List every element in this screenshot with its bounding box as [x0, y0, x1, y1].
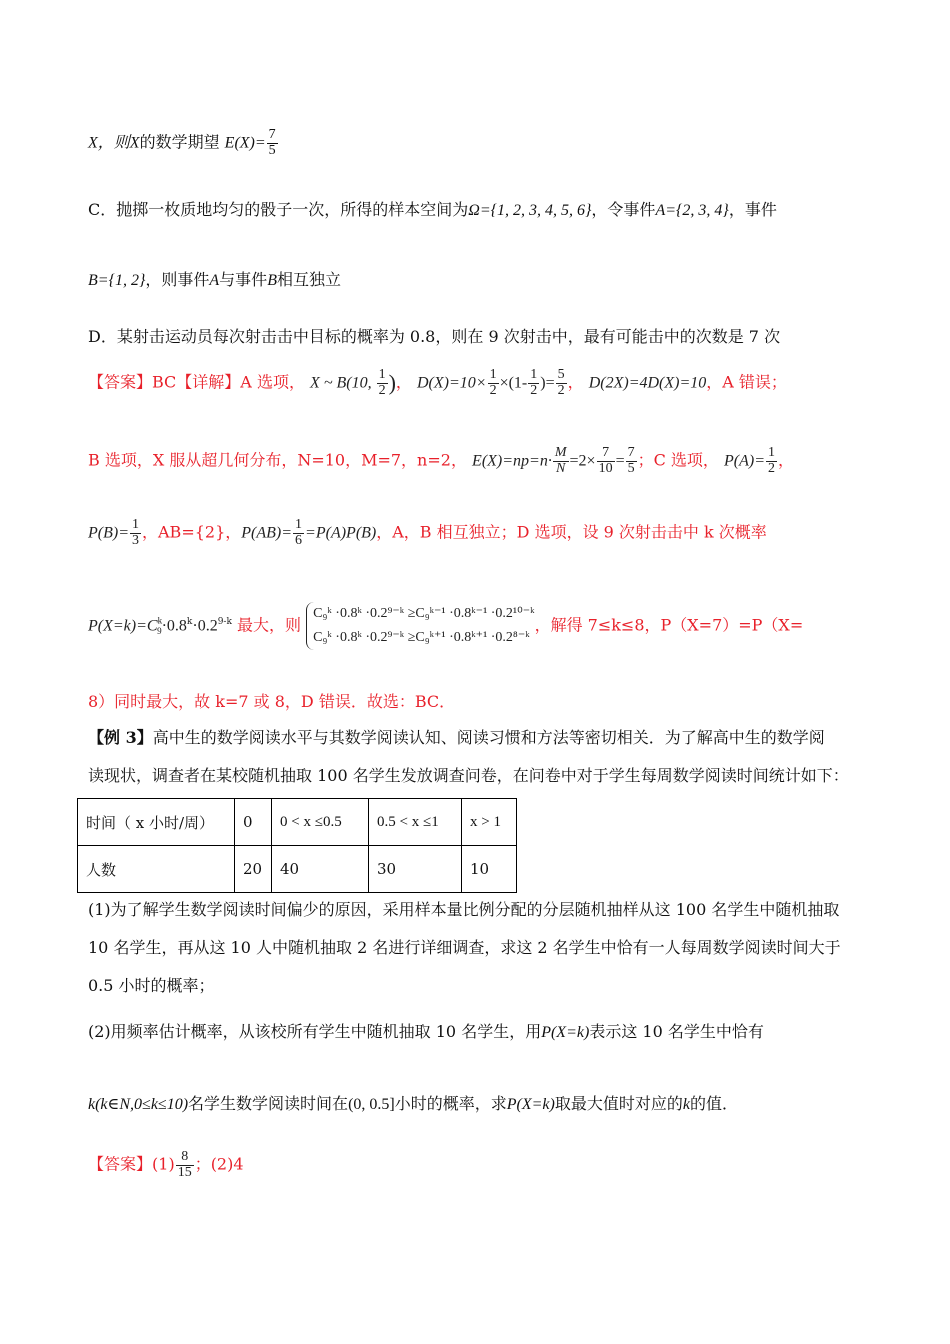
formula: E(X)= [224, 134, 266, 152]
example3-line-2 [88, 766, 849, 785]
denominator: N [553, 461, 569, 477]
numerator: 7 [627, 445, 635, 460]
formula: P(X=k) [506, 1096, 555, 1113]
formula: =P(A)P(B) [305, 524, 377, 542]
fraction [488, 368, 499, 398]
text: 与事件 [219, 270, 268, 289]
text: 相互独立 [276, 270, 341, 289]
numerator: 1 [489, 367, 497, 382]
inequality-system [306, 602, 534, 650]
fraction [377, 368, 388, 398]
text: B 选项，X 服从超几何分布，N=10，M=7，n=2， [88, 450, 467, 470]
answer-line-2 [88, 446, 794, 476]
text: ，则事件 [145, 270, 210, 289]
table-cell: 10 [462, 846, 517, 893]
text: 读现状，调查者在某校随机抽取 100 名学生发放调查问卷，在问卷中对于学生每周数学阅读时间统计如下： [88, 766, 849, 785]
formula: )= [540, 374, 555, 392]
fraction [766, 446, 777, 476]
text: 0.5 小时的概率； [88, 976, 215, 995]
denominator: 3 [132, 532, 139, 548]
numerator: 1 [768, 445, 776, 460]
table-cell: 20 [235, 846, 272, 893]
fraction [553, 446, 569, 476]
denominator: 2 [378, 382, 386, 398]
text: ，事件 [728, 200, 777, 219]
table-cell: x > 1 [462, 799, 517, 846]
numerator: 1 [378, 367, 386, 382]
denominator: 5 [627, 460, 635, 476]
table-cell: 30 [369, 846, 462, 893]
option-d-line [88, 327, 780, 346]
inequality-1: C₉ᵏ ·0.8ᵏ ·0.2⁹⁻ᵏ ≥C₉ᵏ⁻¹ ·0.8ᵏ⁻¹ ·0.2¹⁰⁻ᵏ [313, 606, 535, 621]
formula: Ω={1, 2, 3, 4, 5, 6} [468, 202, 592, 219]
inequality-2: C₉ᵏ ·0.8ᵏ ·0.2⁹⁻ᵏ ≥C₉ᵏ⁺¹ ·0.8ᵏ⁺¹ ·0.2⁸⁻ᵏ [313, 629, 530, 645]
numerator: 7 [602, 445, 610, 460]
var-x: X [129, 134, 140, 152]
text: D．某射击运动员每次射击击中目标的概率为 0.8，则在 9 次射击中，最有可能击中的次数是 7 次 [88, 327, 781, 346]
denominator: 6 [295, 532, 303, 548]
formula: X ~ B(10, [310, 374, 376, 392]
table-cell: 时间（ x 小时/周） [78, 799, 235, 846]
var-k: k [682, 1096, 690, 1113]
formula: D(2X)=4D(X)=10 [588, 374, 707, 392]
example3-answer [88, 1150, 244, 1180]
text: 小时的概率，求 [394, 1094, 507, 1113]
example-tag: 【例 3】 [88, 728, 153, 747]
option-c-line-2 [88, 270, 341, 290]
text: ，解得 7≤k≤8，P（X=7）=P（X= [534, 615, 804, 635]
text: ，A 错误； [706, 372, 787, 392]
example3-line-1 [88, 728, 825, 747]
formula: (0, 0.5] [348, 1096, 395, 1113]
text: 高中生的数学阅读水平与其数学阅读认知、阅读习惯和方法等密切相关．为了解高中生的数学阅 [152, 728, 825, 747]
question-1-line-2 [88, 938, 841, 957]
text: ；(2)4 [194, 1154, 244, 1174]
option-c-line [88, 200, 777, 220]
text: 名学生数学阅读时间在 [188, 1094, 349, 1113]
text: 8）同时最大，故 k=7 或 8，D 错误．故选：BC． [88, 692, 456, 711]
formula: P(A)= [724, 452, 766, 470]
formula: P(AB)= [241, 524, 293, 542]
numerator: 1 [132, 517, 139, 532]
fraction [176, 1150, 194, 1180]
formula: B={1, 2} [88, 272, 146, 289]
formula: k(k∈N,0≤k≤10) [88, 1096, 189, 1113]
fraction [597, 446, 615, 476]
answer-line-4: $P(X=k)=C^k_9\cdot 0.8^k\cdot 0.2^{9-k}$ 最大，则 C₉ᵏ ·0.8ᵏ ·0.2⁹⁻ᵏ ≥C₉ᵏ⁻¹ ·0.8ᵏ⁻¹ ·0.2¹⁰⁻ᵏ C₉ᵏ ·0.8ᵏ ·0.2⁹⁻ᵏ ≥C₉ᵏ⁺¹ ·0.8ᵏ⁺¹ ·0.2⁸⁻ᵏ ，解得 7≤k≤8，P（X=7）=P（X= [88, 602, 803, 650]
denominator: 5 [268, 142, 276, 158]
denominator: 10 [598, 460, 613, 476]
formula: ×(1- [499, 374, 528, 392]
formula: ·0.8 [161, 617, 187, 635]
text: 最大，则 [237, 615, 302, 635]
table-cell: 人数 [78, 846, 235, 893]
question-2-line-1 [88, 1022, 764, 1042]
text: 取最大值时对应的 [554, 1094, 683, 1113]
expectation-line [88, 128, 279, 158]
text: 10 名学生，再从这 10 人中随机抽取 2 名进行详细调查，求这 2 名学生中恰有一人每周数学阅读时间大于 [88, 938, 841, 957]
text: ，令事件 [591, 200, 656, 219]
text: (1)为了解学生数学阅读时间偏少的原因，采用样本量比例分配的分层随机抽样从这 100 名学生中随机抽取 [88, 900, 840, 919]
formula: ·0.2 [192, 617, 218, 635]
table-cell: 0.5 < x ≤1 [369, 799, 462, 846]
numerator: 7 [268, 127, 276, 142]
denominator: 2 [768, 460, 776, 476]
numerator: M [554, 445, 567, 460]
denominator: 2 [557, 382, 565, 398]
text: 的数学期望 [139, 132, 220, 152]
numerator: 8 [181, 1149, 189, 1164]
table-row [78, 799, 517, 846]
formula: P(X=k) [541, 1024, 590, 1041]
question-1-line-1 [88, 900, 839, 919]
fraction [556, 368, 567, 398]
table-cell: 0 < x ≤0.5 [272, 799, 369, 846]
answer-line-3 [88, 518, 767, 548]
formula: =2× [569, 452, 596, 470]
text: (1) [152, 1154, 175, 1174]
text: (2)用频率估计概率，从该校所有学生中随机抽取 10 名学生，用 [88, 1022, 542, 1041]
formula: P(X=k)=C [88, 617, 158, 635]
text: X，则 [88, 134, 130, 152]
denominator: 2 [530, 382, 538, 398]
question-1-line-3 [88, 976, 215, 995]
answer-tag: 【答案】 [88, 1154, 153, 1174]
text: 的值． [689, 1094, 738, 1113]
text: ，AB={2}， [142, 522, 242, 542]
fraction [626, 446, 637, 476]
numerator: 1 [295, 517, 303, 532]
text: C．抛掷一枚质地均匀的骰子一次，所得的样本空间为 [88, 200, 469, 219]
fraction [293, 518, 304, 548]
numerator: 1 [530, 367, 538, 382]
denominator: 15 [177, 1164, 192, 1180]
text: ，A，B 相互独立；D 选项，设 9 次射击击中 k 次概率 [376, 522, 767, 542]
table-cell: 40 [272, 846, 369, 893]
formula: P(B)= [88, 524, 129, 542]
question-2-line-2 [88, 1094, 738, 1114]
formula: A={2, 3, 4} [655, 202, 729, 219]
answer-line-1: 【答案】BC【详解】A 选项， X ~ B(10, $\frac{1}{2}$ )， D(X)=10× $\frac{1}{2}$ ×(1- $\frac{1}{2}$ )= $\frac{5}{2}$ ， D(2X)=4D(X)=10，A 错误； [88, 367, 787, 398]
text: 表示这 10 名学生中恰有 [589, 1022, 764, 1041]
answer-line-5 [88, 692, 455, 711]
table-cell: 0 [235, 799, 272, 846]
answer-tag: 【答案】BC【详解】A 选项， [88, 372, 305, 392]
fraction [528, 368, 539, 398]
table-row [78, 846, 517, 893]
formula: = [615, 452, 625, 470]
var: A [209, 272, 220, 289]
fraction [130, 518, 141, 548]
formula: D(X)=10× [417, 374, 487, 392]
text: ， [778, 450, 795, 470]
denominator: 2 [489, 382, 497, 398]
fraction [267, 128, 278, 158]
reading-time-table [77, 798, 517, 893]
var: B [267, 272, 277, 289]
numerator: 5 [557, 367, 565, 382]
formula: E(X)=np=n· [472, 452, 552, 470]
text: ；C 选项， [637, 450, 719, 470]
